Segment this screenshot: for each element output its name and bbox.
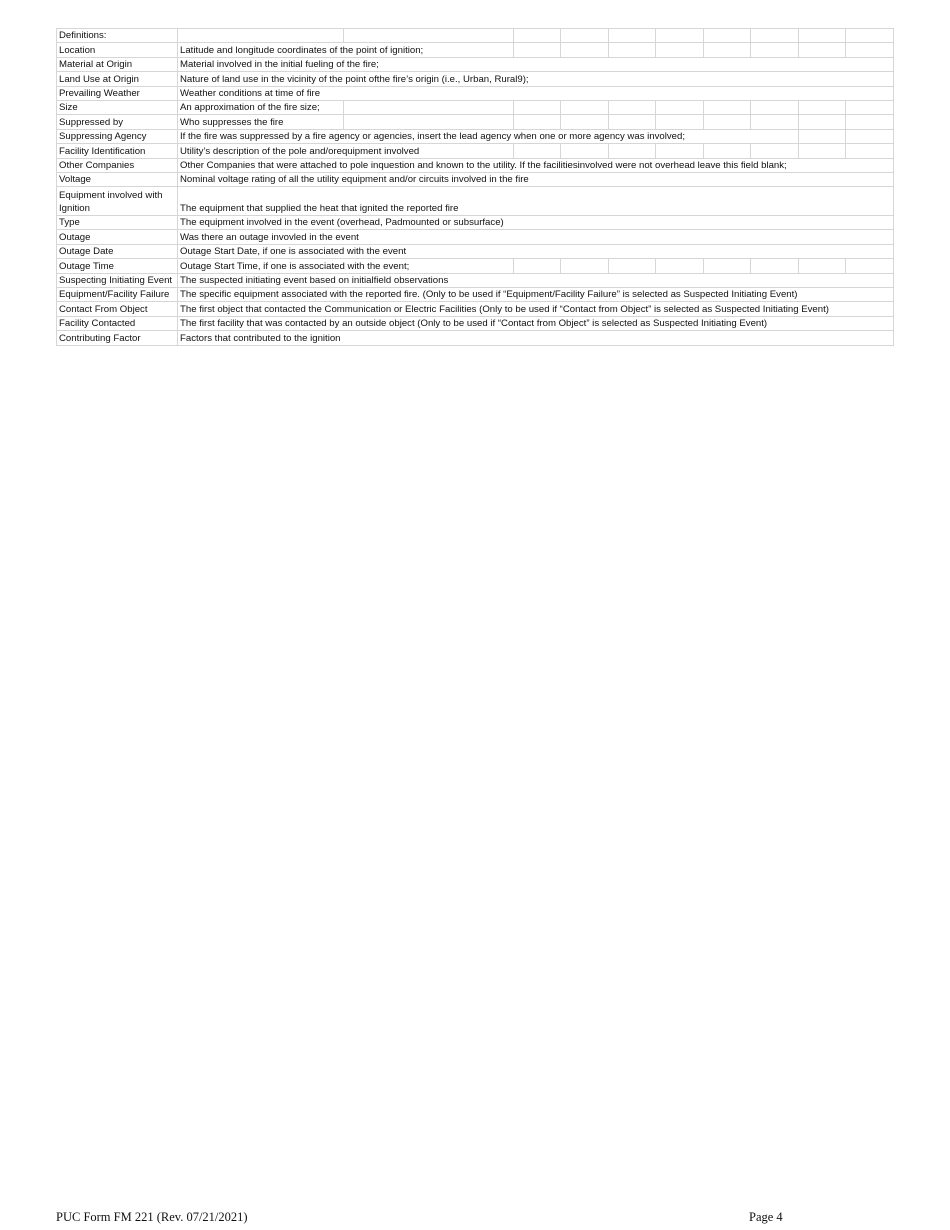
desc-outage: Was there an outage invovled in the event bbox=[178, 230, 894, 244]
term-prevailing-weather: Prevailing Weather bbox=[57, 86, 178, 100]
desc-facility-contacted: The first facility that was contacted by an outside object (Only to be used if “Contact from Object” is selected as Suspected Initiating Event) bbox=[178, 316, 894, 330]
term-equipment-involved-line2: Ignition bbox=[59, 203, 90, 215]
desc-suspecting-initiating-event: The suspected initiating event based on initialfield observations bbox=[178, 273, 894, 287]
term-facility-identification: Facility Identification bbox=[57, 144, 178, 158]
definition-row-contact-from-object bbox=[57, 302, 894, 316]
definition-row-material-at-origin bbox=[57, 57, 894, 71]
definition-row-outage-time bbox=[57, 259, 894, 273]
definition-row-suppressed-by bbox=[57, 115, 894, 129]
term-type: Type bbox=[57, 216, 178, 230]
page-number: Page 4 bbox=[749, 1210, 783, 1224]
desc-contact-from-object: The first object that contacted the Communication or Electric Facilities (Only to be used if “Contact from Object” is selected as Suspected Initiating Event) bbox=[178, 302, 894, 316]
desc-other-companies: Other Companies that were attached to pole inquestion and known to the utility. If the facilitiesinvolved were not overhead leave this field blank; bbox=[178, 158, 894, 172]
desc-location: Latitude and longitude coordinates of the point of ignition; bbox=[178, 43, 514, 57]
definition-row-voltage bbox=[57, 172, 894, 186]
desc-outage-time: Outage Start Time, if one is associated with the event; bbox=[178, 259, 514, 273]
desc-material-at-origin: Material involved in the initial fueling of the fire; bbox=[178, 57, 894, 71]
definition-row-other-companies bbox=[57, 158, 894, 172]
desc-contributing-factor: Factors that contributed to the ignition bbox=[178, 331, 894, 345]
definition-row-suppressing-agency bbox=[57, 129, 894, 143]
desc-equipment-involved: The equipment that supplied the heat that ignited the reported fire bbox=[178, 187, 894, 216]
desc-size: An approximation of the fire size; bbox=[178, 100, 344, 114]
definition-row-location bbox=[57, 43, 894, 57]
term-other-companies: Other Companies bbox=[57, 158, 178, 172]
definition-row-suspecting-initiating-event bbox=[57, 273, 894, 287]
form-footer: PUC Form FM 221 (Rev. 07/21/2021) bbox=[56, 1210, 248, 1224]
definitions-header: Definitions: bbox=[57, 29, 178, 43]
desc-prevailing-weather: Weather conditions at time of fire bbox=[178, 86, 894, 100]
definition-row-prevailing-weather bbox=[57, 86, 894, 100]
term-facility-contacted: Facility Contacted bbox=[57, 316, 178, 330]
term-voltage: Voltage bbox=[57, 172, 178, 186]
desc-suppressing-agency: If the fire was suppressed by a fire agency or agencies, insert the lead agency when one or more agency was involved; bbox=[178, 129, 799, 143]
term-suppressing-agency: Suppressing Agency bbox=[57, 129, 178, 143]
definition-row-outage bbox=[57, 230, 894, 244]
definition-row-size bbox=[57, 100, 894, 114]
term-location: Location bbox=[57, 43, 178, 57]
desc-outage-date: Outage Start Date, if one is associated with the event bbox=[178, 244, 894, 258]
definition-row-facility-contacted bbox=[57, 316, 894, 330]
desc-land-use-at-origin: Nature of land use in the vicinity of the point ofthe fire’s origin (i.e., Urban, Rural9); bbox=[178, 72, 894, 86]
term-suspecting-initiating-event: Suspecting Initiating Event bbox=[57, 273, 178, 287]
term-outage: Outage bbox=[57, 230, 178, 244]
definition-row-outage-date bbox=[57, 244, 894, 258]
term-material-at-origin: Material at Origin bbox=[57, 57, 178, 71]
term-equipment-involved bbox=[57, 187, 178, 216]
desc-equipment-facility-failure: The specific equipment associated with the reported fire. (Only to be used if “Equipment/Facility Failure” is selected as Suspected Initiating Event) bbox=[178, 288, 894, 302]
term-contributing-factor: Contributing Factor bbox=[57, 331, 178, 345]
term-size: Size bbox=[57, 100, 178, 114]
definition-row-contributing-factor bbox=[57, 331, 894, 345]
desc-voltage: Nominal voltage rating of all the utility equipment and/or circuits involved in the fire bbox=[178, 172, 894, 186]
term-land-use-at-origin: Land Use at Origin bbox=[57, 72, 178, 86]
term-suppressed-by: Suppressed by bbox=[57, 115, 178, 129]
definition-row-type bbox=[57, 216, 894, 230]
term-equipment-involved-line1: Equipment involved with bbox=[59, 190, 163, 202]
term-contact-from-object: Contact From Object bbox=[57, 302, 178, 316]
desc-type: The equipment involved in the event (overhead, Padmounted or subsurface) bbox=[178, 216, 894, 230]
term-outage-date: Outage Date bbox=[57, 244, 178, 258]
definitions-header-row bbox=[57, 29, 894, 43]
definition-row-equipment-facility-failure bbox=[57, 288, 894, 302]
desc-suppressed-by: Who suppresses the fire bbox=[178, 115, 344, 129]
definitions-table bbox=[56, 28, 894, 346]
desc-facility-identification: Utility’s description of the pole and/orequipment involved bbox=[178, 144, 514, 158]
term-outage-time: Outage Time bbox=[57, 259, 178, 273]
term-equipment-facility-failure: Equipment/Facility Failure bbox=[57, 288, 178, 302]
definition-row-facility-identification bbox=[57, 144, 894, 158]
definition-row-land-use-at-origin bbox=[57, 72, 894, 86]
definition-row-equipment-involved bbox=[57, 187, 894, 216]
